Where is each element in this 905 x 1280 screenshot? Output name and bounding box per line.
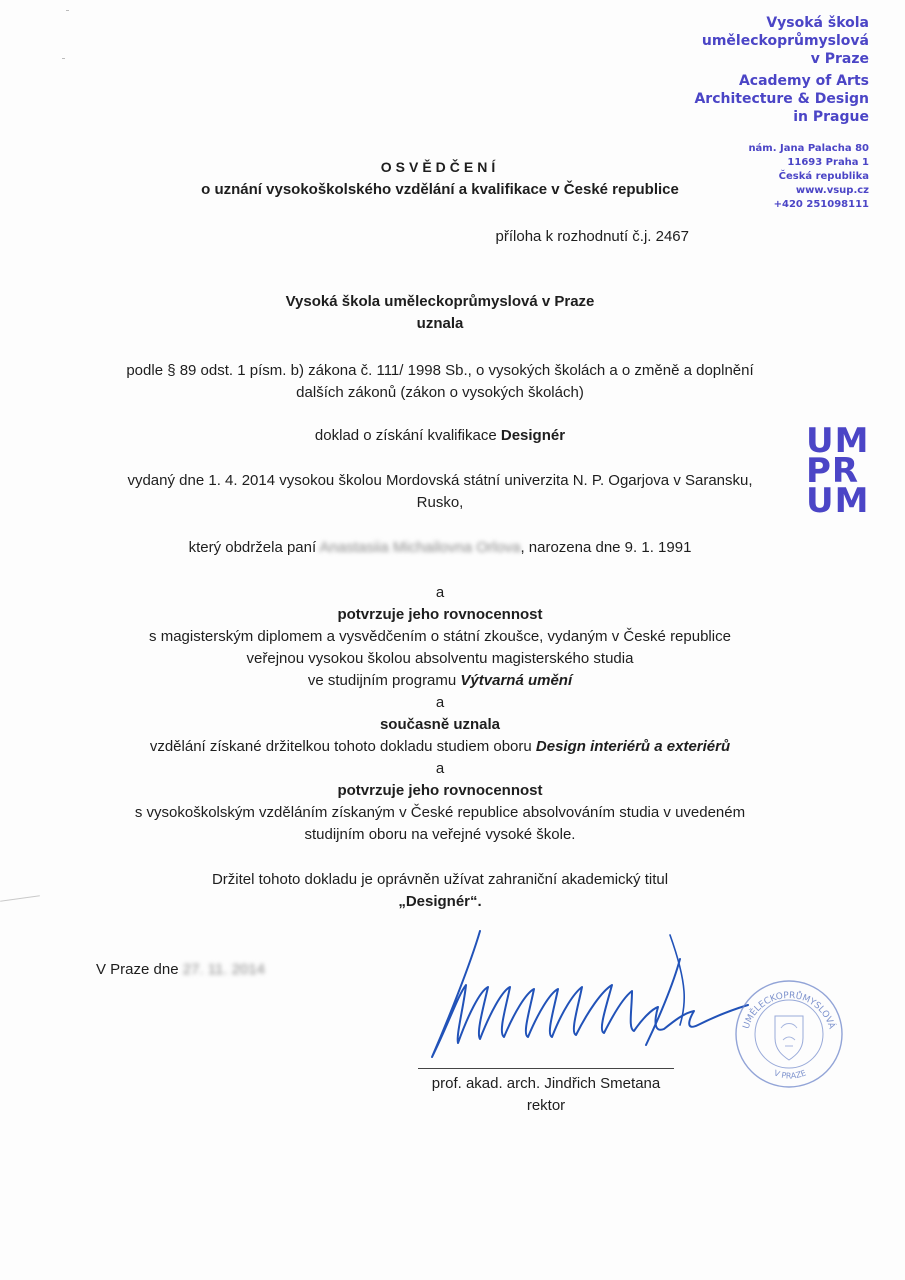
stamp-text: UMĚLECKOPRŮMYSLOVÁ xyxy=(741,990,837,1031)
place-prefix: V Praze dne xyxy=(96,961,179,978)
recognized-heading: uznala xyxy=(416,315,464,332)
program-name: Výtvarná umění xyxy=(460,672,573,689)
stamp-bottom-text: V PRAZE xyxy=(772,1068,808,1081)
conjunction: a xyxy=(435,584,445,601)
field-prefix: vzdělání získané držitelkou tohoto dokladu studiem oboru xyxy=(149,738,532,755)
equivalence-line: s magisterským diplomem a vysvědčením o státní zkoušce, vydaným v České republice xyxy=(149,628,731,645)
program-line xyxy=(40,670,840,692)
logo-line: PR xyxy=(806,451,860,491)
document-subtitle: o uznání vysokoškolského vzdělání a kvalifikace v České republice xyxy=(201,181,679,198)
coat-of-arms-icon xyxy=(775,1016,803,1060)
legal-basis-line: podle § 89 odst. 1 písm. b) zákona č. 111/ 1998 Sb., o vysokých školách a o změně a doplnění xyxy=(126,362,754,379)
institution-line: in Prague xyxy=(793,109,869,125)
address-line: Česká republika xyxy=(778,171,869,182)
field-line xyxy=(40,736,840,758)
scan-mark xyxy=(0,895,40,902)
signatory-role: rektor xyxy=(526,1097,566,1114)
equivalence-line: s vysokoškolským vzděláním získaným v České republice absolvováním studia v uvedeném xyxy=(134,804,746,821)
conjunction: a xyxy=(435,694,445,711)
signature-line xyxy=(418,1068,674,1069)
institution-line: uměleckoprůmyslová xyxy=(701,33,869,49)
logo-line: UM xyxy=(806,481,870,521)
equivalence-heading: potvrzuje jeho rovnocennost xyxy=(337,782,543,799)
address-line: nám. Jana Palacha 80 xyxy=(748,143,869,154)
official-stamp xyxy=(733,978,845,1090)
holder-suffix: , narozena dne 9. 1. 1991 xyxy=(520,539,692,556)
institution-line: v Praze xyxy=(810,51,869,67)
school-name: Vysoká škola uměleckoprůmyslová v Praze xyxy=(285,293,595,310)
holder-line xyxy=(40,537,840,559)
qualification-line xyxy=(40,425,840,447)
program-prefix: ve studijním programu xyxy=(307,672,457,689)
field-name: Design interiérů a exteriérů xyxy=(535,738,731,755)
qualification-name: Designér xyxy=(500,427,566,444)
equivalence-heading: potvrzuje jeho rovnocennost xyxy=(337,606,543,623)
title-value: „Designér“. xyxy=(398,893,482,910)
scan-mark xyxy=(66,10,69,11)
institution-line: Architecture & Design xyxy=(694,91,869,107)
conjunction: a xyxy=(435,760,445,777)
title-right-line: Držitel tohoto dokladu je oprávněn užívat zahraniční akademický titul xyxy=(211,871,669,888)
institution-line: Academy of Arts xyxy=(738,73,869,89)
issued-line: Rusko, xyxy=(416,494,464,511)
document-title: OSVĚDČENÍ xyxy=(380,159,500,175)
address-line: www.vsup.cz xyxy=(795,185,869,196)
institution-name xyxy=(694,14,869,126)
signatory-name: prof. akad. arch. Jindřich Smetana xyxy=(431,1075,661,1092)
scan-mark xyxy=(62,58,65,59)
place-date xyxy=(96,959,265,981)
legal-basis-line: dalších zákonů (zákon o vysokých školách) xyxy=(296,384,584,401)
address-line: 11693 Praha 1 xyxy=(787,157,869,168)
issue-date: 27. 11. 2014 xyxy=(182,961,266,978)
annex-reference: příloha k rozhodnutí č.j. 2467 xyxy=(495,228,689,245)
also-recognized-heading: současně uznala xyxy=(379,716,501,733)
equivalence-line: studijním oboru na veřejné vysoké škole. xyxy=(304,826,576,843)
rector-signature xyxy=(418,925,778,1065)
holder-prefix: který obdržela paní xyxy=(188,539,317,556)
issued-line: vydaný dne 1. 4. 2014 vysokou školou Mordovská státní univerzita N. P. Ogarjova v Saransku, xyxy=(127,472,753,489)
equivalence-line: veřejnou vysokou školou absolventu magisterského studia xyxy=(246,650,634,667)
holder-name: Anastasiia Michailovna Orlova xyxy=(319,539,521,556)
logo-line: UM xyxy=(806,421,870,461)
address-line: +420 251098111 xyxy=(773,199,869,210)
qualification-prefix: doklad o získání kvalifikace xyxy=(314,427,497,444)
institution-line: Vysoká škola xyxy=(766,15,869,31)
